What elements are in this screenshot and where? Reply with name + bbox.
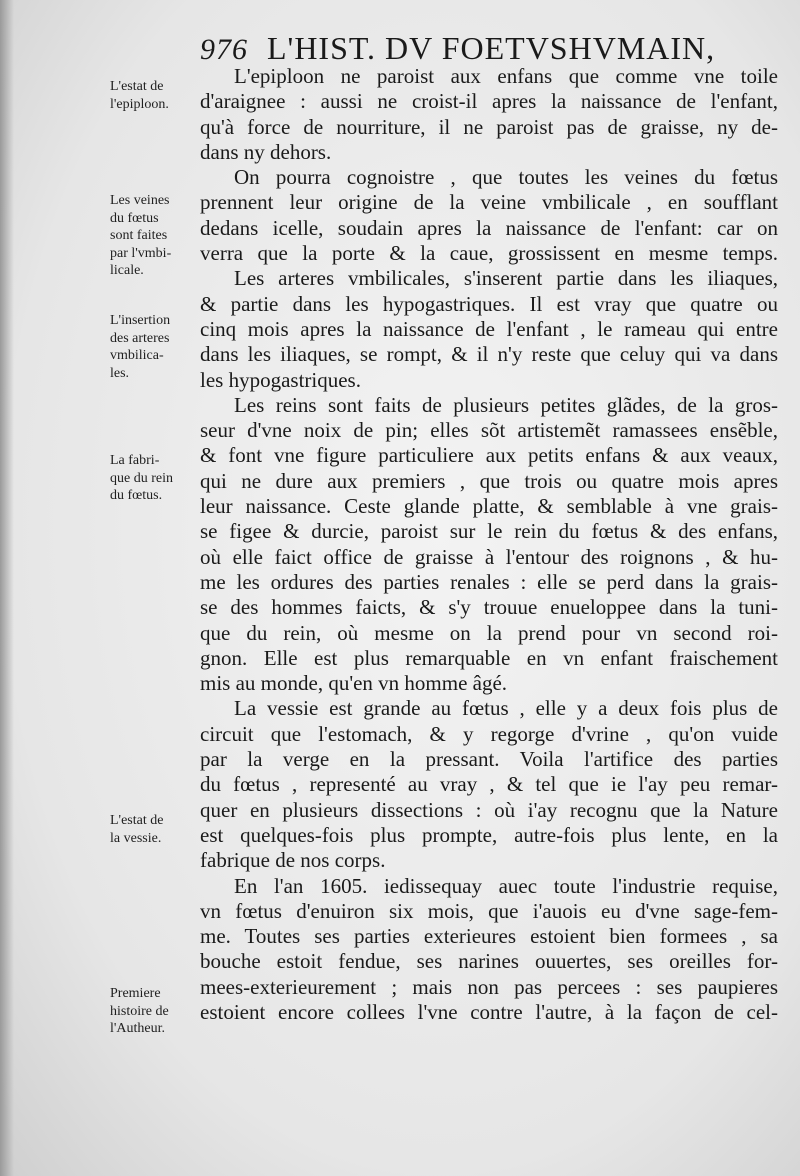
- text-line: gnon. Elle est plus remarquable en vn enfant fraischement: [200, 645, 778, 670]
- text-line: estoient encore collees l'vne contre l'autre, à la façon de cel-: [200, 999, 778, 1024]
- margin-note-line: des arteres: [110, 330, 170, 346]
- margin-note-histoire: [110, 985, 200, 1038]
- paragraph-arteres: [200, 266, 778, 392]
- text-line: fabrique de nos corps.: [200, 848, 386, 873]
- text-line: La vessie est grande au fœtus , elle y a deux fois plus de: [234, 696, 778, 721]
- margin-note-line: L'insertion: [110, 313, 171, 328]
- margin-note-line: licale.: [110, 263, 144, 278]
- margin-note-epiploon: [110, 78, 200, 113]
- text-line: d'araignee : aussi ne croist-il apres la naissance de l'enfant,: [200, 89, 778, 114]
- margin-note-line: que du rein: [110, 470, 173, 486]
- text-line: du fœtus , representé au vray , & tel que ie l'ay peu remar-: [200, 772, 778, 797]
- text-line: & partie dans les hypogastriques. Il est vray que quatre ou: [200, 291, 778, 316]
- text-line: circuit que l'estomach, & y regorge d'vrine , qu'on vuide: [200, 721, 778, 746]
- text-line: Les reins sont faits de plusieurs petites glãdes, de la gros-: [234, 392, 778, 417]
- margin-note-line: histoire de: [110, 1003, 169, 1019]
- text-line: se figee & durcie, paroist sur le rein du fœtus & des enfans,: [200, 519, 778, 544]
- text-line: prennent leur origine de la veine vmbilicale , en soufflant: [200, 190, 778, 215]
- text-line: est quelques-fois plus prompte, autre-fois plus lente, en la: [200, 822, 778, 847]
- text-line: bouche estoit fendue, ses narines ouuertes, ses oreilles for-: [200, 949, 778, 974]
- text-line: leur naissance. Ceste glande platte, & semblable à vne grais-: [200, 494, 778, 519]
- text-line: & font vne figure particuliere aux petits enfans & aux veaux,: [200, 443, 778, 468]
- text-line: vn fœtus d'enuiron six mois, que i'auois eu d'vne sage-fem-: [200, 898, 778, 923]
- text-line: dans ny dehors.: [200, 139, 332, 164]
- margin-note-insertion: [110, 312, 200, 382]
- text-line: On pourra cognoistre , que toutes les veines du fœtus: [234, 165, 778, 190]
- text-line: les hypogastriques.: [200, 367, 361, 392]
- paragraph-histoire: [200, 874, 778, 1026]
- margin-note-line: La fabri-: [110, 453, 160, 468]
- text-line: quer en plusieurs dissections : où i'ay recognu que la Nature: [200, 797, 778, 822]
- text-line: dedans icelle, soudain apres la naissance de l'enfant: car on: [200, 215, 778, 240]
- text-line: L'epiploon ne paroist aux enfans que comme vne toile: [234, 64, 778, 88]
- margin-note-line: Premiere: [110, 986, 161, 1001]
- paragraph-veines: [200, 165, 778, 266]
- paragraph-vessie: [200, 696, 778, 873]
- paragraph-reins: [200, 393, 778, 697]
- page-number: 976: [200, 33, 248, 66]
- text-line: cinq mois apres la naissance de l'enfant , le rameau qui entre: [200, 316, 778, 341]
- margin-note-line: la vessie.: [110, 830, 162, 846]
- margin-note-line: les.: [110, 365, 130, 381]
- text-line: En l'an 1605. iedissequay auec toute l'industrie requise,: [234, 873, 778, 898]
- margin-note-veines: [110, 192, 200, 280]
- margin-note-line: du fœtus.: [110, 488, 163, 503]
- margin-note-line: sont faites: [110, 228, 168, 243]
- text-line: par la verge en la pressant. Voila l'artifice des parties: [200, 747, 778, 772]
- text-line: me. Toutes ses parties exterieures estoient bien formees , sa: [200, 924, 778, 949]
- margin-note-vessie: [110, 812, 200, 847]
- text-line: mis au monde, qu'en vn homme âgé.: [200, 671, 508, 696]
- margin-note-line: L'estat de: [110, 79, 164, 94]
- text-line: me les ordures des parties renales : elle se perd dans la grais-: [200, 569, 778, 594]
- margin-note-line: L'estat de: [110, 813, 164, 828]
- margin-note-fabrique: [110, 452, 200, 505]
- page-gutter-shadow: [0, 0, 14, 1176]
- margin-note-line: Les veines: [110, 193, 170, 208]
- margin-note-line: par l'vmbi-: [110, 245, 172, 261]
- text-line: dans les iliaques, se rompt, & il n'y reste que celuy qui va dans: [200, 342, 778, 367]
- margin-note-line: vmbilica-: [110, 348, 164, 363]
- text-line: que du rein, où mesme on la prend pour vn second roi-: [200, 620, 778, 645]
- margin-note-line: l'epiploon.: [110, 96, 169, 112]
- text-line: qui ne dure aux premiers , que trois ou quatre mois apres: [200, 468, 778, 493]
- text-line: se des hommes faicts, & s'y trouue enueloppee dans la tuni-: [200, 595, 778, 620]
- body-text: [200, 64, 778, 1025]
- text-line: mees-exterieurement ; mais non pas percees : ses paupieres: [200, 974, 778, 999]
- paragraph-epiploon: [200, 64, 778, 165]
- margin-note-line: du fœtus: [110, 210, 159, 226]
- text-line: verra que la porte & la caue, grossissent en mesme temps.: [200, 241, 778, 266]
- text-line: seur d'vne noix de pin; elles sõt artistemẽt ramassees ensẽble,: [200, 418, 778, 443]
- text-line: Les arteres vmbilicales, s'inserent partie dans les iliaques,: [234, 266, 778, 291]
- margin-note-line: l'Autheur.: [110, 1021, 166, 1036]
- text-line: où elle faict office de graisse à l'entour des roignons , & hu-: [200, 544, 778, 569]
- text-line: qu'à force de nourriture, il ne paroist pas de graisse, ny de-: [200, 114, 778, 139]
- running-title: L'HIST. DV FOETVSHVMAIN,: [267, 30, 716, 66]
